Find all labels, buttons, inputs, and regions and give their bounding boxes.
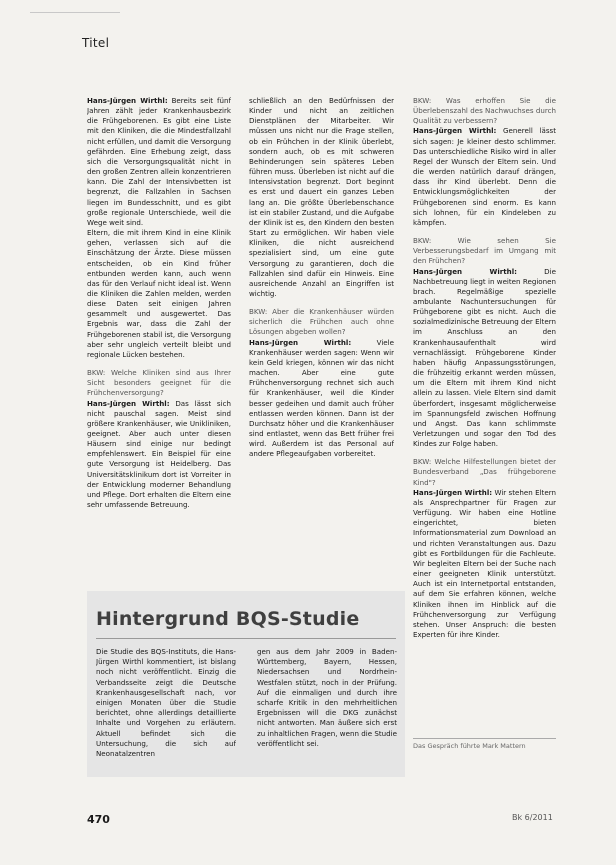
box-divider [96,638,396,639]
answer-text: Das lässt sich nicht pauschal sagen. Meist sind größere Krankenhäuser, wie Unikliniken, geeignet. Aber auch unter diesen Häusern sind einige nur bedingt empfehlenswert. Ein Beispiel für eine gute Versorgung ist Heidelberg. Das Universitätsklinikum dort ist Vorreiter in der Entwicklung moderner Behandlung und Pflege. Dort erhalten die Eltern eine sehr umfassende Betreuung. [87,398,231,510]
column-2 [249,96,394,564]
page-number: 470 [87,813,110,826]
answer-text: schließlich an den Bedürfnissen der Kinder und nicht an zeitlichen Dienstplänen der Mitarbeiter. Wir müssen uns nicht nur die Frage stellen, ob ein Frühchen in der Klinik überlebt, sondern auch, ob es mit schweren Behinderungen sein späteres Leben führen muss. Überleben ist nicht auf die Intensivstation begrenzt. Dort beginnt es erst und dauert ein ganzes Leben lang an. Die größte Überlebenschance ist ein stabiler Zustand, und die Aufgabe der Klinik ist es, den Kindern den besten Start zu ermöglichen. Wir haben viele Kliniken, die nicht ausreichend spezialisiert sind, um eine gute Versorgung zu garantieren, doch die Fallzahlen sind dafür ein Hinweis. Eine ausreichende Anzahl an Eingriffen ist wichtig. [249,96,394,298]
answer-paragraph [87,399,231,511]
column-1 [87,96,231,566]
speaker-name: Hans-Jürgen Wirthl: [413,487,493,497]
header-rule [30,12,120,13]
answer-paragraph [413,126,556,228]
question-paragraph: BKW: Wie sehen Sie Verbesserungsbedarf im Umgang mit den Frühchen? [413,236,556,266]
answer-text: Generell lässt sich sagen: Je kleiner desto schlimmer. Das unterschiedliche Risiko wird in aller Regel der Wunsch der Eltern sein. Und die werden natürlich darauf drängen, dass ihr Kind überlebt. Denn die Entwicklungsmöglichkeiten der Frühgeborenen sind enorm. Es kann sich lohnen, für ein Kindeleben zu kämpfen. [413,126,556,227]
question-paragraph: BKW: Was erhoffen Sie die Überlebenszahl des Nachwuchses durch Qualität zu verbessern? [413,96,556,126]
answer-text: Eltern, die mit ihrem Kind in eine Klinik gehen, verlassen sich auf die Einschätzung der Ärzte. Diese müssen entscheiden, ob ein Kind früher entbunden werden kann, auch wenn das für den Verlauf nicht ideal ist. Wenn die Kliniken die Zahlen melden, werden diese Daten seit einigen Jahren gesammelt und ausgewertet. Das Ergebnis war, dass die Zahl der Frühgeborenen stabil ist, die Versorgung aber sehr ungleich verteilt bleibt und regionale Lücken bestehen. [87,228,231,359]
answer-paragraph [87,96,231,228]
answer-text: Bereits seit fünf Jahren zählt jeder Krankenhausbezirk die Frühgeborenen. Es gibt eine Liste mit den Kliniken, die die Mindestfallzahl nicht erfüllen, und damit die Versorgung gefährden. Eine Erhebung zeigt, dass sich die Versorgungsqualität nicht in den großen Zentren allein konzentrieren kann. Die Zahl der Intensivbetten ist begrenzt, die Fallzahlen in Sachsen liegen im Bundesschnitt, und es gibt große regionale Unterschiede, weil die Wege weit sind. [87,96,231,227]
section-tag: Titel [82,36,110,50]
speaker-name: Hans-Jürgen Wirthl: [87,398,170,408]
credit-rule [413,738,556,739]
speaker-name: Hans-Jürgen Wirthl: [413,266,517,276]
answer-paragraph [249,96,394,299]
speaker-name: Hans-Jürgen Wirthl: [249,337,352,347]
speaker-name: Hans-Jürgen Wirthl: [87,96,168,105]
box-text-right: gen aus dem Jahr 2009 in Baden-Württemberg, Bayern, Hessen, Niedersachsen und Nordrhein-Westfalen stützt, noch in der Prüfung. Auf die einmaligen und durch ihre scharfe Kritik in den mehrheitlichen Ergebnissen will die DKG zunächst nicht antworten. Man äußere sich erst zu inhaltlichen Fragen, wenn die Studie veröffentlicht sei. [257,647,397,748]
box-text-left: Die Studie des BQS-Instituts, die Hans-Jürgen Wirthl kommentiert, ist bislang noch nicht veröffentlicht. Einzig die Verbandsseite zeigt die Deutsche Krankenhausgesellschaft nach, vor einigen Monaten über die Studie berichtet, ohne allerdings detaillierte Inhalte und Vorgehen zu erläutern. Aktuell befindet sich die Untersuchung, die sich auf Neonatalzentren [96,647,236,759]
answer-text: Die Nachbetreuung liegt in weiten Regionen brach. Regelmäßige spezielle ambulante Nachuntersuchungen für Frühgeborene gibt es nicht. Auch die sozialmedizinische Betreuung der Eltern im Anschluss an den Krankenhausaufenthalt wird vernachlässigt. Frühgeborene Kinder haben häufig Anpassungsstörungen, die frühzeitig erkannt werden müssen, um die Eltern mit ihrem Kind nicht allein zu lassen. Viele Eltern sind damit überfordert, insgesamt möglicherweise im Spannungsfeld zwischen Hoffnung und Angst. Das kann schlimmste Verletzungen und sogar den Tod des Kindes zur Folge haben. [413,266,556,449]
answer-paragraph [249,338,394,460]
issue-label: Bk 6/2011 [512,813,553,822]
answer-paragraph [413,488,556,640]
answer-text: Wir stehen Eltern als Ansprechpartner für Fragen zur Verfügung. Wir haben eine Hotline eingerichtet, bieten Informationsmaterial zum Download an und richten Veranstaltungen aus. Dazu gibt es Fortbildungen für die Fachleute. Wir begleiten Eltern bei der Suche nach einer geeigneten Klinik unterstützt. Auch ist ein Internetportal entstanden, auf dem Sie erfahren können, welche Kliniken ihnen im Hinblick auf die Frühchenversorgung zur Verfügung stehen. Unser Anspruch: die besten Experten für ihre Kinder. [413,487,556,639]
question-paragraph: BKW: Welche Hilfestellungen bietet der Bundesverband „Das frühgeborene Kind"? [413,457,556,487]
column-3 [413,96,556,728]
question-paragraph: BKW: Welche Kliniken sind aus Ihrer Sicht besonders geeignet für die Frühchenversorgung? [87,368,231,398]
answer-text: Viele Krankenhäuser werden sagen: Wenn wir kein Geld kriegen, können wir das nicht machen. Aber eine gute Frühchenversorgung rechnet sich auch für Krankenhäuser, weil die Kinder besser gedeihen und damit auch früher entlassen werden können. Dann ist der Durchsatz höher und die Krankenhäuser sind entlastet, wenn das Bett früher frei wird. Außerdem ist das Personal auf andere Pflegeaufgaben vorbereitet. [249,337,394,459]
box-title: Hintergrund BQS-Studie [96,608,360,630]
question-paragraph: BKW: Aber die Krankenhäuser würden sicherlich die Frühchen auch ohne Lösungen abgeben wollen? [249,307,394,337]
answer-paragraph [413,267,556,450]
answer-paragraph [87,228,231,360]
interview-credit: Das Gespräch führte Mark Mattern [413,742,526,750]
speaker-name: Hans-Jürgen Wirthl: [413,126,497,136]
